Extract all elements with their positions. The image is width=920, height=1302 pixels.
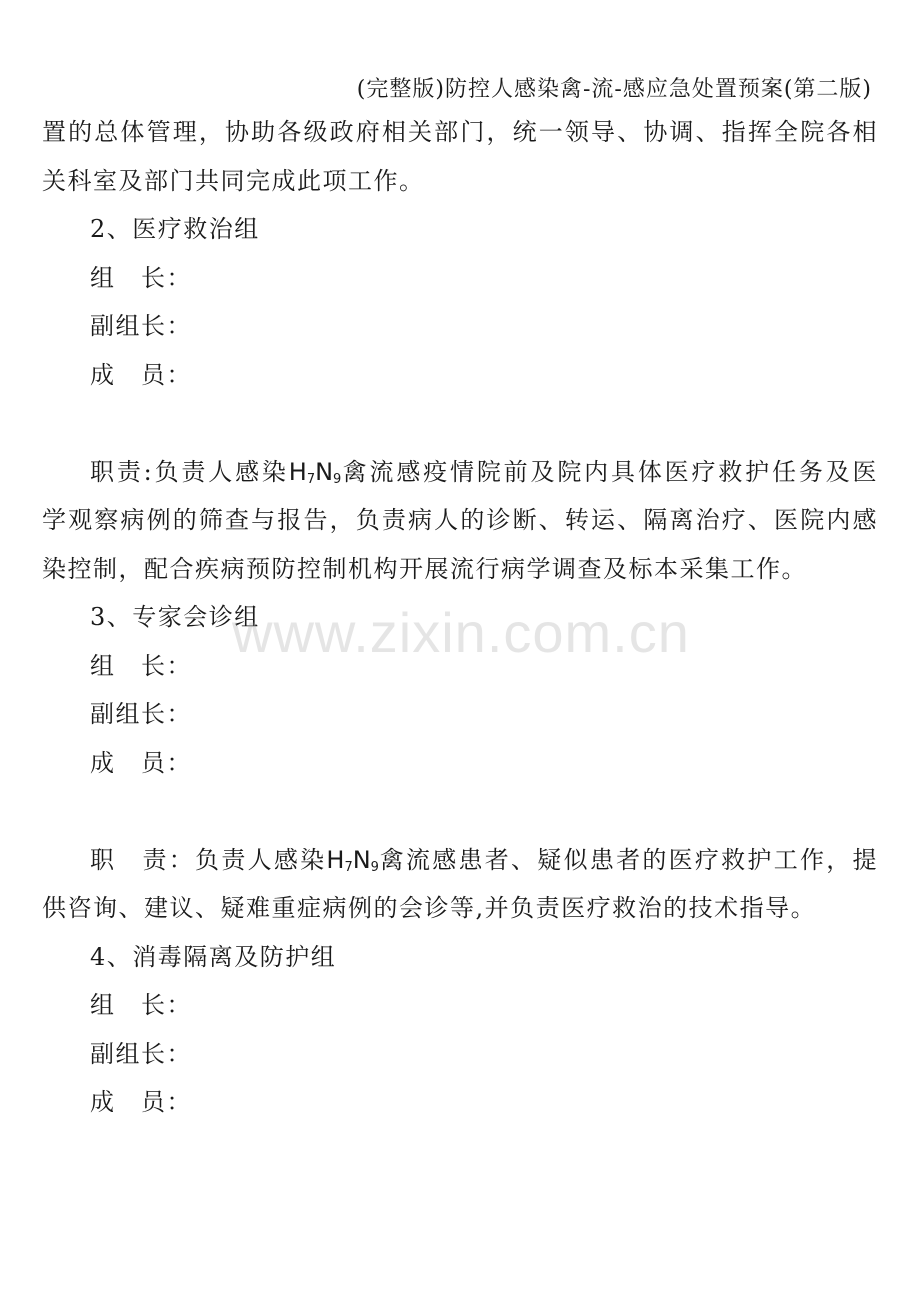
- section-2-duty-line-2: 学观察病例的筛查与报告，负责病人的诊断、转运、隔离治疗、医院内感: [42, 506, 878, 534]
- section-2-members: 成 员：: [90, 360, 192, 389]
- document-body: [42, 108, 878, 1127]
- section-3-deputy: 副组长：: [90, 700, 192, 728]
- formula-9: 9: [370, 859, 379, 875]
- section-3-members: 成 员：: [90, 748, 192, 777]
- section-4-leader: 组 长：: [90, 991, 192, 1019]
- section-2-deputy: 副组长：: [90, 312, 192, 340]
- section-3-heading: 3、专家会诊组: [90, 603, 260, 631]
- blank-line: [42, 787, 878, 836]
- virus-formula: [326, 846, 379, 874]
- duty-text: 禽流感疫情院前及院内具体医疗救护任务及医: [341, 457, 879, 486]
- formula-9: 9: [333, 471, 342, 487]
- blank-line: [42, 399, 878, 448]
- formula-n: N: [352, 845, 371, 874]
- duty-prefix: 职 责：负责人感染: [90, 845, 327, 874]
- section-2-duty-line-3: 染控制，配合疾病预防控制机构开展流行病学调查及标本采集工作。: [42, 554, 807, 583]
- intro-line-1: 置的总体管理，协助各级政府相关部门，统一领导、协调、指挥全院各相: [42, 118, 878, 146]
- section-3-duty-line-1: [42, 836, 878, 885]
- section-4-heading: 4、消毒隔离及防护组: [90, 942, 337, 971]
- section-3-duty-line-2: 供咨询、建议、疑难重症病例的会诊等,并负责医疗救治的技术指导。: [42, 894, 817, 922]
- duty-prefix: 职责:负责人感染: [90, 457, 289, 486]
- section-4-deputy: 副组长：: [90, 1039, 192, 1068]
- formula-7: 7: [306, 471, 316, 487]
- virus-formula: [289, 458, 342, 486]
- section-2-leader: 组 长：: [90, 263, 192, 292]
- formula-7: 7: [344, 859, 353, 875]
- section-2-duty-line-1: [42, 448, 878, 497]
- section-4-members: 成 员：: [90, 1088, 192, 1116]
- duty-text: 禽流感患者、疑似患者的医疗救护工作，提: [378, 845, 878, 874]
- formula-n: N: [315, 457, 334, 486]
- section-2-heading: 2、医疗救治组: [90, 215, 260, 243]
- intro-line-2: 关科室及部门共同完成此项工作。: [42, 166, 425, 195]
- formula-h: H: [326, 845, 345, 874]
- document-header: (完整版)防控人感染禽-流-感应急处置预案(第二版): [356, 77, 872, 102]
- section-3-leader: 组 长：: [90, 651, 192, 680]
- formula-h: H: [288, 457, 307, 486]
- watermark: www.zixin.com.cn: [232, 601, 690, 664]
